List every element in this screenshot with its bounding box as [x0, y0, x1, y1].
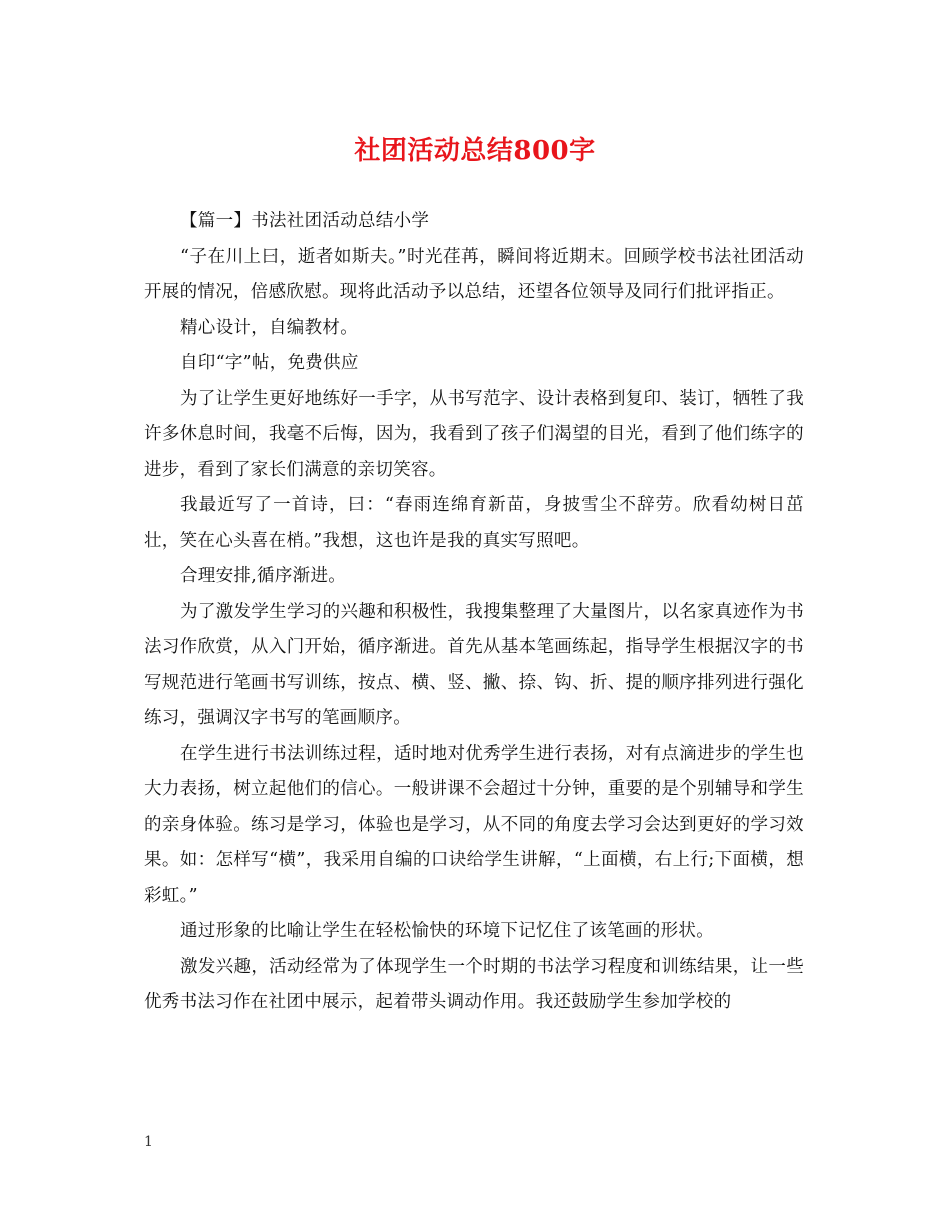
document-body — [144, 204, 804, 1021]
section-heading: 【篇一】书法社团活动总结小学 — [180, 211, 430, 231]
paragraph: 通过形象的比喻让学生在轻松愉快的环境下记忆住了该笔画的形状。 — [180, 921, 714, 941]
paragraph: 激发兴趣，活动经常为了体现学生一个时期的书法学习程度和训练结果，让一些优秀书法习作在社团中展示，起着带头调动作用。我还鼓励学生参加学校的 — [144, 956, 804, 1012]
paragraph: “子在川上曰，逝者如斯夫。”时光荏苒，瞬间将近期末。回顾学校书法社团活动开展的情况，倍感欣慰。现将此活动予以总结，还望各位领导及同行们批评指正。 — [144, 246, 804, 302]
page-number: 1 — [144, 1134, 153, 1150]
page-title: 社团活动总结800字 — [354, 136, 596, 166]
paragraph: 为了激发学生学习的兴趣和积极性，我搜集整理了大量图片，以名家真迹作为书法习作欣赏，从入门开始，循序渐进。首先从基本笔画练起，指导学生根据汉字的书写规范进行笔画书写训练，按点、横、竖、撇、捺、钩、折、提的顺序排列进行强化练习，强调汉字书写的笔画顺序。 — [144, 601, 804, 728]
paragraph: 精心设计，自编教材。 — [180, 317, 358, 338]
paragraph: 合理安排,循序渐进。 — [180, 566, 347, 586]
paragraph: 我最近写了一首诗，曰：“春雨连绵育新苗，身披雪尘不辞劳。欣看幼树日茁壮，笑在心头喜在梢。”我想，这也许是我的真实写照吧。 — [144, 495, 804, 551]
paragraph: 自印“字”帖，免费供应 — [180, 353, 359, 373]
paragraph: 在学生进行书法训练过程，适时地对优秀学生进行表扬，对有点滴进步的学生也大力表扬，树立起他们的信心。一般讲课不会超过十分钟，重要的是个别辅导和学生的亲身体验。练习是学习，体验也是学习，从不同的角度去学习会达到更好的学习效果。如：怎样写“横”，我采用自编的口诀给学生讲解，“上面横，右上行;下面横，想彩虹。” — [144, 743, 804, 906]
paragraph: 为了让学生更好地练好一手字，从书写范字、设计表格到复印、装订，牺牲了我许多休息时间，我毫不后悔，因为，我看到了孩子们渴望的目光，看到了他们练字的进步，看到了家长们满意的亲切笑容。 — [144, 388, 804, 480]
